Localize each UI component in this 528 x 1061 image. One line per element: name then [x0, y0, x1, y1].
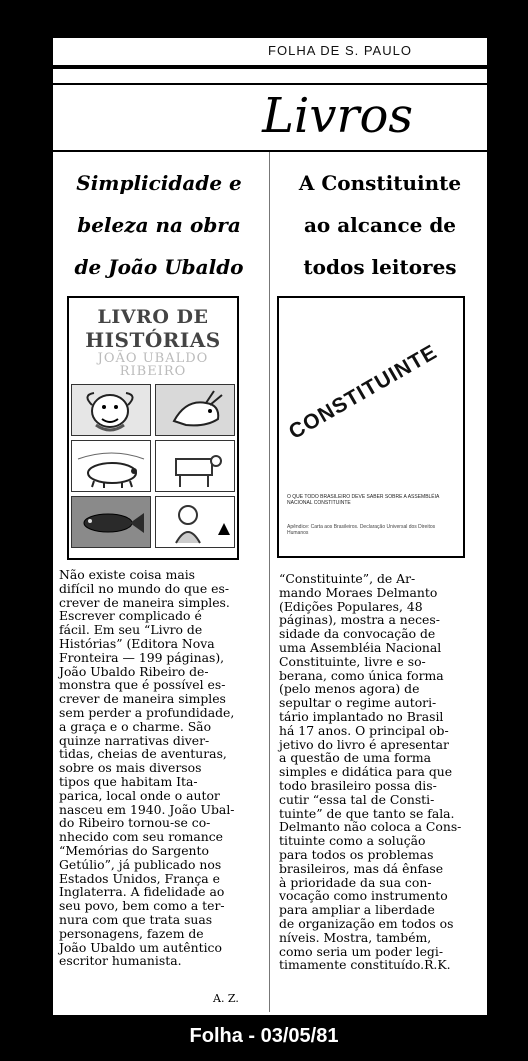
text-line: de organização em todos os — [279, 915, 454, 931]
text-line: páginas), mostra a neces- — [279, 612, 440, 628]
text-line: para ampliar a liberdade — [279, 902, 435, 918]
clipping-caption: Folha - 03/05/81 — [189, 1025, 339, 1047]
text-line: sidade da convocação de — [279, 626, 436, 642]
text-line: nasceu em 1940. João Ubal- — [59, 801, 235, 817]
text-line: Constituinte, livre e so- — [279, 653, 426, 669]
text-line: Getúlio”, já publicado nos — [59, 856, 222, 872]
left-headline — [61, 162, 257, 288]
cover-title: HISTÓRIAS — [85, 328, 221, 352]
text-line: tidas, cheias de aventuras, — [59, 746, 227, 762]
text-line: mando Moraes Delmanto — [279, 584, 438, 600]
text-line: nura com que trata suas — [59, 911, 213, 927]
text-line: fácil. Em seu “Livro de — [59, 622, 203, 638]
section-rule-bottom — [53, 150, 487, 152]
text-line: sepultar o regime autori- — [279, 695, 437, 711]
text-line: vocação como instrumento — [279, 888, 448, 904]
text-line: tituinte como a solução — [279, 833, 426, 849]
text-line: tário implantado no Brasil — [279, 708, 444, 724]
left-headline-line: Simplicidade e — [76, 171, 242, 195]
text-line: seu povo, bem como a ter- — [59, 898, 225, 914]
text-line: timamente constituído.R.K. — [279, 957, 451, 973]
left-headline-line: de João Ubaldo — [74, 255, 244, 279]
text-line: há 17 anos. O principal ob- — [279, 722, 449, 738]
text-line: difícil no mundo do que es- — [59, 580, 230, 596]
text-line: todo brasileiro possa dis- — [279, 777, 437, 793]
text-line: “Memórias do Sargento — [59, 842, 209, 858]
newspaper-clipping — [53, 38, 487, 1015]
illustration-cow — [155, 440, 235, 492]
text-line: berana, como única forma — [279, 667, 444, 683]
text-line: cutir “essa tal de Consti- — [279, 791, 435, 807]
illustration-woman — [155, 496, 235, 548]
text-line: crever de maneira simples — [59, 691, 226, 707]
text-line: escritor humanista. — [59, 953, 182, 969]
left-headline-line: beleza na obra — [77, 213, 241, 237]
cover-title: CONSTITUINTE — [285, 340, 442, 444]
text-line: para todos os problemas — [279, 846, 434, 862]
text-line: crever de maneira simples. — [59, 594, 230, 610]
cover-subtitle: O QUE TODO BRASILEIRO DEVE SABER SOBRE A ASSEMBLÉIA NACIONAL CONSTITUINTE — [287, 494, 440, 506]
left-article-body — [59, 568, 245, 968]
text-line: do Ribeiro tornou-se co- — [59, 815, 211, 831]
cover-author-line: JOÃO UBALDO — [97, 351, 209, 366]
text-line: Não existe coisa mais — [59, 567, 196, 582]
column-divider — [269, 152, 270, 1012]
text-line: a graça e o charme. São — [59, 718, 212, 734]
right-article-body — [279, 572, 463, 972]
text-line: quinze narrativas diver- — [59, 732, 210, 748]
text-line: João Ubaldo um autêntico — [59, 939, 222, 955]
text-line: simples e didática para que — [279, 764, 453, 780]
text-line: uma Assembléia Nacional — [279, 639, 442, 655]
text-line: personagens, fazem de — [59, 925, 204, 941]
text-line: Histórias” (Editora Nova — [59, 635, 215, 651]
right-headline-line: todos leitores — [303, 255, 457, 279]
text-line: (Edições Populares, 48 — [279, 598, 423, 614]
section-title: Livros — [262, 88, 413, 144]
right-headline-line: ao alcance de — [303, 213, 457, 237]
text-line: níveis. Mostra, também, — [279, 929, 432, 945]
text-line: Inglaterra. A fidelidade ao — [59, 884, 225, 900]
text-line: tipos que habitam Ita- — [59, 773, 198, 789]
text-line: Escrever complicado é — [59, 608, 202, 624]
text-line: brasileiros, mas dá ênfase — [279, 860, 444, 876]
illustration-old-man — [71, 384, 151, 436]
text-line: Estados Unidos, França e — [59, 870, 220, 886]
cover-illustrations — [71, 384, 235, 554]
text-line: monstra que é possível es- — [59, 677, 226, 693]
illustration-goat — [155, 384, 235, 436]
illustration-pig — [71, 440, 151, 492]
text-line: como seria um poder legi- — [279, 943, 444, 959]
text-line: à prioridade da sua con- — [279, 874, 432, 890]
cover-author-line: RIBEIRO — [119, 364, 187, 379]
text-line: (pelo menos agora) de — [279, 681, 420, 697]
cover-title: LIVRO DE — [97, 306, 209, 328]
text-line: tuinte” de que tanto se fala. — [279, 805, 455, 821]
text-line: sem perder a profundidade, — [59, 704, 235, 720]
right-headline-line: A Constituinte — [298, 171, 462, 195]
text-line: Fronteira — 199 páginas), — [59, 649, 225, 665]
text-line: Delmanto não coloca a Cons- — [279, 819, 462, 835]
text-line: “Constituinte”, de Ar- — [279, 571, 416, 586]
text-line: parica, local onde o autor — [59, 787, 220, 803]
text-line: sobre os mais diversos — [59, 760, 202, 776]
book-cover-constituinte — [277, 296, 465, 558]
left-article-signature: A. Z. — [213, 992, 239, 1005]
text-line: a questão de uma forma — [279, 750, 432, 766]
right-headline — [275, 162, 485, 288]
cover-author — [69, 352, 237, 378]
cover-publisher: Apêndice: Carta aos Brasileiros. Declaração Universal dos Direitos Humanos — [287, 524, 436, 536]
text-line: jetivo do livro é apresentar — [279, 736, 449, 752]
masthead-rule — [53, 65, 487, 69]
book-cover-livro-de-historias — [67, 296, 239, 560]
text-line: nhecido com seu romance — [59, 829, 223, 845]
text-line: João Ubaldo Ribeiro de- — [59, 663, 209, 679]
masthead: FOLHA DE S. PAULO — [268, 43, 412, 58]
illustration-fish — [71, 496, 151, 548]
